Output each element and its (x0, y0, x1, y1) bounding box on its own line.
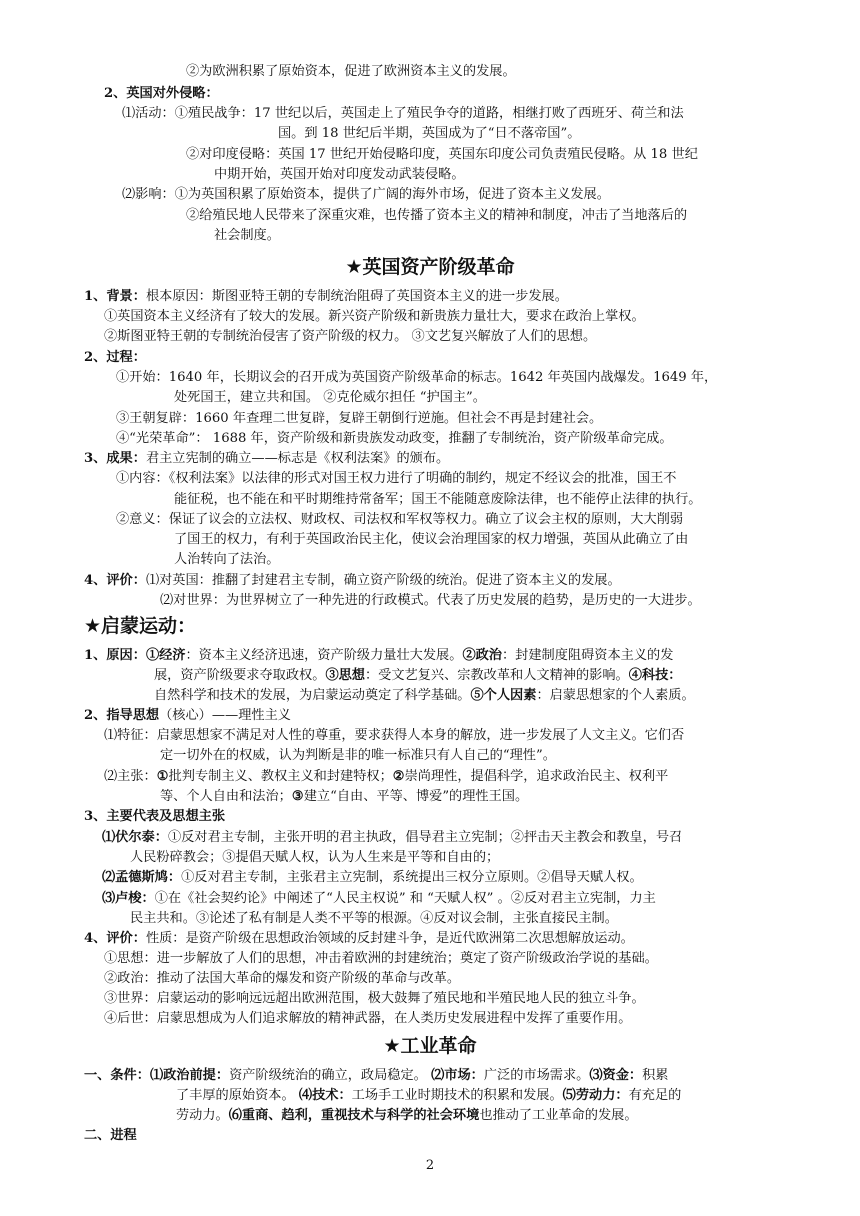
line: ⑴特征：启蒙思想家不满足对人性的尊重，要求获得人本身的解放，进一步发展了人文主义。它们否 (104, 728, 685, 743)
line: 了丰厚的原始资本。 ⑷技术：工场手工业时期技术的积累和发展。⑸劳动力：有充足的 (176, 1088, 682, 1103)
section-title-revolution: ★英国资产阶级革命 (345, 256, 515, 278)
line: 处死国王，建立共和国。 ②克伦威尔担任 “护国主”。 (174, 390, 486, 405)
line: ②政治：推动了法国大革命的爆发和资产阶级的革命与改革。 (104, 971, 461, 986)
section-title-industrial: ★工业革命 (383, 1035, 477, 1057)
line: 中期开始，英国开始对印度发动武装侵略。 (214, 167, 465, 182)
line: 4、评价：性质：是资产阶级在思想政治领域的反封建斗争，是近代欧洲第二次思想解放运动。 (84, 931, 634, 946)
line: ⑴活动：①殖民战争：17 世纪以后，英国走上了殖民争夺的道路，相继打败了西班牙、荷兰和法 (122, 106, 684, 121)
line: ⑵主张：①批判专制主义、教权主义和封建特权；②崇尚理性，提倡科学，追求政治民主、权利平 (104, 769, 669, 784)
line: ⑵影响：①为英国积累了原始资本，提供了广阔的海外市场，促进了资本主义发展。 (122, 187, 610, 202)
line: 国。到 18 世纪后半期，英国成为了“日不落帝国”。 (278, 126, 581, 141)
line: ①开始：1640 年，长期议会的召开成为英国资产阶级革命的标志。1642 年英国内战爆发。1649 年， (116, 370, 718, 385)
line: 社会制度。 (214, 228, 280, 243)
line: 一、条件：⑴政治前提：资产阶级统治的确立，政局稳定。 ⑵市场：广泛的市场需求。⑶资金：积累 (84, 1068, 669, 1083)
line: 定一切外在的权威，认为判断是非的唯一标准只有人自己的“理性”。 (160, 748, 556, 763)
line: ④“光荣革命”： 1688 年，资产阶级和新贵族发动政变，推翻了专制统治，资产阶级革命完成。 (116, 431, 673, 446)
line: ⑶卢梭：①在《社会契约论》中阐述了“人民主权说” 和 “天赋人权” 。②反对君主立宪制，力主 (102, 891, 656, 906)
line: ⑵对世界：为世界树立了一种先进的行政模式。代表了历史发展的趋势，是历史的一大进步。 (160, 593, 701, 608)
line: ①思想：进一步解放了人们的思想，冲击着欧洲的封建统治；奠定了资产阶级政治学说的基础。 (104, 951, 658, 966)
line: 能征税，也不能在和平时期维持常备军；国王不能随意废除法律，也不能停止法律的执行。 (174, 492, 702, 507)
line: 等、个人自由和法治；③建立“自由、平等、博爱”的理性王国。 (160, 789, 529, 804)
line: 民主共和。③论述了私有制是人类不平等的根源。④反对议会制，主张直接民主制。 (130, 911, 618, 926)
line: ①内容：《权利法案》以法律的形式对国王权力进行了明确的制约，规定不经议会的批准，国王不 (116, 471, 677, 486)
subheading: 2、英国对外侵略： (104, 86, 219, 101)
line: 3、成果：君主立宪制的确立——标志是《权利法案》的颁布。 (84, 451, 450, 466)
section-title-enlightenment: ★启蒙运动： (84, 615, 197, 637)
line: ②为欧洲积累了原始资本，促进了欧洲资本主义的发展。 (186, 64, 516, 79)
line: 2、指导思想（核心）——理性主义 (84, 708, 291, 723)
line: 展，资产阶级要求夺取政权。③思想：受文艺复兴、宗教改革和人文精神的影响。④科技： (154, 668, 682, 683)
line: 2、过程： (84, 350, 146, 365)
line: ③王朝复辟：1660 年查理二世复辟，复辟王朝倒行逆施。但社会不再是封建社会。 (116, 411, 603, 426)
line: 人治转向了法治。 (174, 552, 280, 567)
line: 4、评价：⑴对英国：推翻了封建君主专制，确立资产阶级的统治。促进了资本主义的发展。 (84, 573, 621, 588)
line: ②意义：保证了议会的立法权、财政权、司法权和军权等权力。确立了议会主权的原则，大大削弱 (116, 512, 684, 527)
line: ②对印度侵略：英国 17 世纪开始侵略印度，英国东印度公司负责殖民侵略。从 18 世纪 (186, 147, 698, 162)
line: ③世界：启蒙运动的影响远远超出欧洲范围，极大鼓舞了殖民地和半殖民地人民的独立斗争。 (104, 991, 645, 1006)
line: 人民粉碎教会；③提倡天赋人权，认为人生来是平等和自由的； (130, 850, 500, 865)
line: 3、主要代表及思想主张 (84, 809, 226, 824)
line: ④后世：启蒙思想成为人们追求解放的精神武器，在人类历史发展进程中发挥了重要作用。 (104, 1011, 632, 1026)
line: 二、进程 (84, 1128, 137, 1143)
line: ②给殖民地人民带来了深重灾难，也传播了资本主义的精神和制度，冲击了当地落后的 (186, 208, 688, 223)
line: 1、原因：①经济：资本主义经济迅速，资产阶级力量壮大发展。②政治：封建制度阻碍资本主义的发 (84, 648, 674, 663)
line: ⑵孟德斯鸠：①反对君主专制，主张君主立宪制，系统提出三权分立原则。②倡导天赋人权。 (102, 870, 643, 885)
line: ①英国资本主义经济有了较大的发展。新兴资产阶级和新贵族力量壮大，要求在政治上掌权。 (104, 309, 645, 324)
page-number: 2 (425, 1158, 435, 1173)
line: 了国王的权力，有利于英国政治民主化，使议会治理国家的权力增强，英国从此确立了由 (174, 532, 689, 547)
line: ⑴伏尔泰：①反对君主专制，主张开明的君主执政，倡导君主立宪制；②抨击天主教会和教皇，号召 (102, 830, 683, 845)
line: 劳动力。⑹重商、趋利，重视技术与科学的社会环境也推动了工业革命的发展。 (176, 1108, 638, 1123)
line: ②斯图亚特王朝的专制统治侵害了资产阶级的权力。 ③文艺复兴解放了人们的思想。 (104, 329, 597, 344)
line: 自然科学和技术的发展，为启蒙运动奠定了科学基础。⑤个人因素：启蒙思想家的个人素质。 (154, 688, 695, 703)
line: 1、背景：根本原因：斯图亚特王朝的专制统治阻碍了英国资本主义的进一步发展。 (84, 289, 568, 304)
